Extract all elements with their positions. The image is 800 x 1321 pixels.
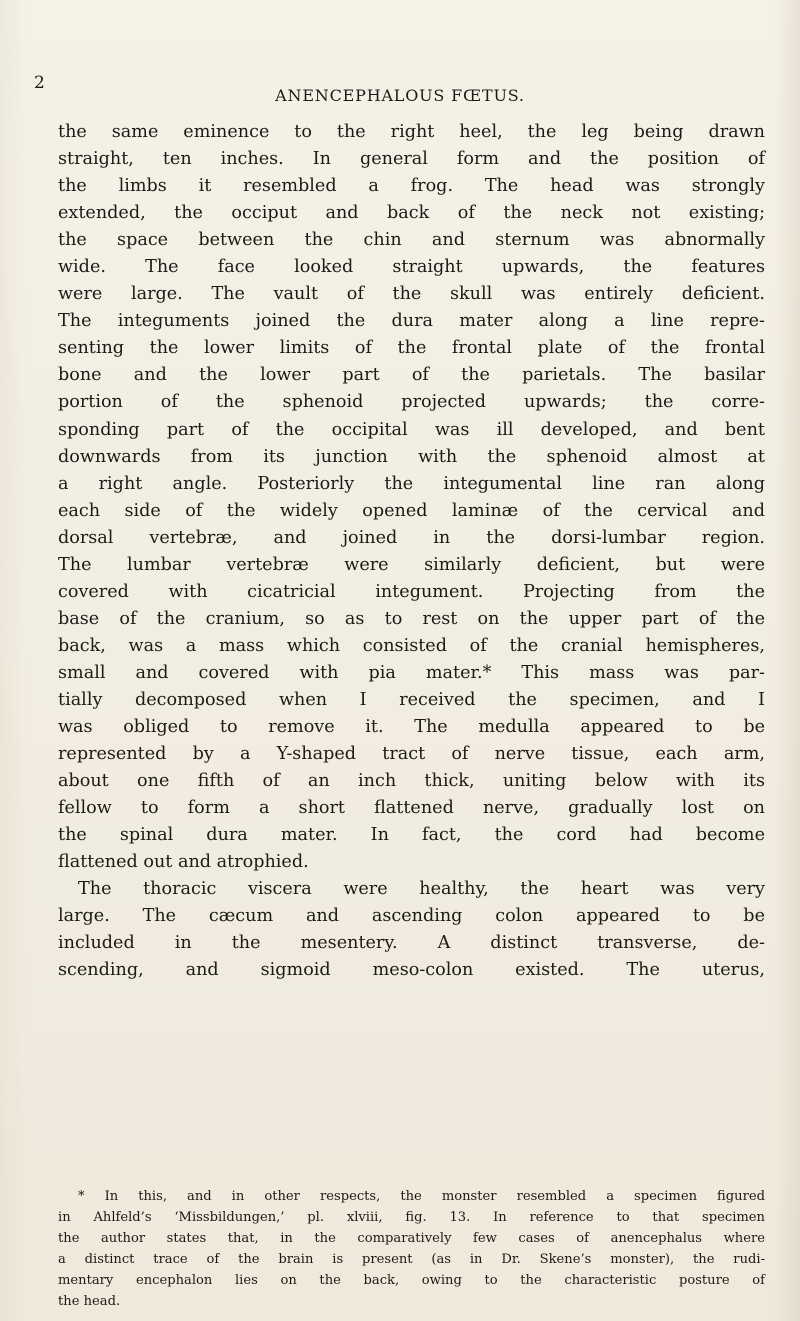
- text-line: sponding part of the occipital was ill developed, and bent: [58, 419, 765, 440]
- text-line: included in the mesentery. A distinct transverse, de-: [58, 933, 765, 954]
- text-line: fellow to form a short flattened nerve, gradually lost on: [58, 798, 765, 819]
- text-line: The integuments joined the dura mater along a line repre-: [58, 311, 765, 332]
- footnote: [58, 1186, 765, 1313]
- text-line: scending, and sigmoid meso-colon existed. The uterus,: [58, 960, 765, 981]
- text-line: large. The cæcum and ascending colon appeared to be: [58, 906, 765, 927]
- footnote-line: the author states that, in the comparatively few cases of anencephalus where: [58, 1231, 765, 1247]
- text-line: downwards from its junction with the sphenoid almost at: [58, 446, 765, 467]
- footnote-line: * In this, and in other respects, the monster resembled a specimen figured: [78, 1189, 765, 1204]
- main-text: [58, 119, 765, 985]
- text-line: straight, ten inches. In general form and the position of: [58, 149, 765, 170]
- footnote-line-end: the head.: [58, 1294, 121, 1310]
- text-line: The lumbar vertebræ were similarly deficient, but were: [58, 554, 765, 575]
- text-line: extended, the occiput and back of the neck not existing;: [58, 203, 765, 224]
- text-line: small and covered with pia mater.* This mass was par-: [58, 662, 765, 683]
- text-line: represented by a Y-shaped tract of nerve tissue, each arm,: [58, 744, 765, 765]
- text-line: about one fifth of an inch thick, uniting below with its: [58, 771, 765, 792]
- text-line: were large. The vault of the skull was entirely deficient.: [58, 284, 765, 305]
- running-head: ANENCEPHALOUS FŒTUS.: [275, 86, 525, 105]
- text-line: portion of the sphenoid projected upwards; the corre-: [58, 392, 765, 413]
- text-line: each side of the widely opened laminæ of the cervical and: [58, 500, 765, 521]
- text-line: senting the lower limits of the frontal plate of the frontal: [58, 338, 765, 359]
- text-line: base of the cranium, so as to rest on the upper part of the: [58, 608, 765, 629]
- text-line: tially decomposed when I received the specimen, and I: [58, 689, 765, 710]
- text-line: a right angle. Posteriorly the integumental line ran along: [58, 473, 765, 494]
- footnote-line: in Ahlfeld’s ‘Missbildungen,’ pl. xlviii, fig. 13. In reference to that specimen: [58, 1210, 765, 1226]
- text-line: bone and the lower part of the parietals. The basilar: [58, 365, 765, 386]
- footnote-line: a distinct trace of the brain is present (as in Dr. Skene’s monster), the rudi-: [58, 1252, 765, 1268]
- text-line: the space between the chin and sternum was abnormally: [58, 230, 765, 251]
- footnote-line: mentary encephalon lies on the back, owing to the characteristic posture of: [58, 1273, 765, 1289]
- text-line-paragraph-end: flattened out and atrophied.: [58, 852, 309, 873]
- text-line: the limbs it resembled a frog. The head was strongly: [58, 176, 765, 197]
- text-line: wide. The face looked straight upwards, the features: [58, 257, 765, 278]
- text-line: back, was a mass which consisted of the cranial hemispheres,: [58, 635, 765, 656]
- text-line: was obliged to remove it. The medulla appeared to be: [58, 717, 765, 738]
- text-line: the same eminence to the right heel, the leg being drawn: [58, 122, 765, 142]
- text-line: covered with cicatricial integument. Projecting from the: [58, 581, 765, 602]
- text-line: the spinal dura mater. In fact, the cord had become: [58, 825, 765, 846]
- page-number: 2: [34, 73, 45, 93]
- text-line: dorsal vertebræ, and joined in the dorsi-lumbar region.: [58, 527, 765, 548]
- text-line-paragraph-start: The thoracic viscera were healthy, the heart was very: [78, 879, 765, 900]
